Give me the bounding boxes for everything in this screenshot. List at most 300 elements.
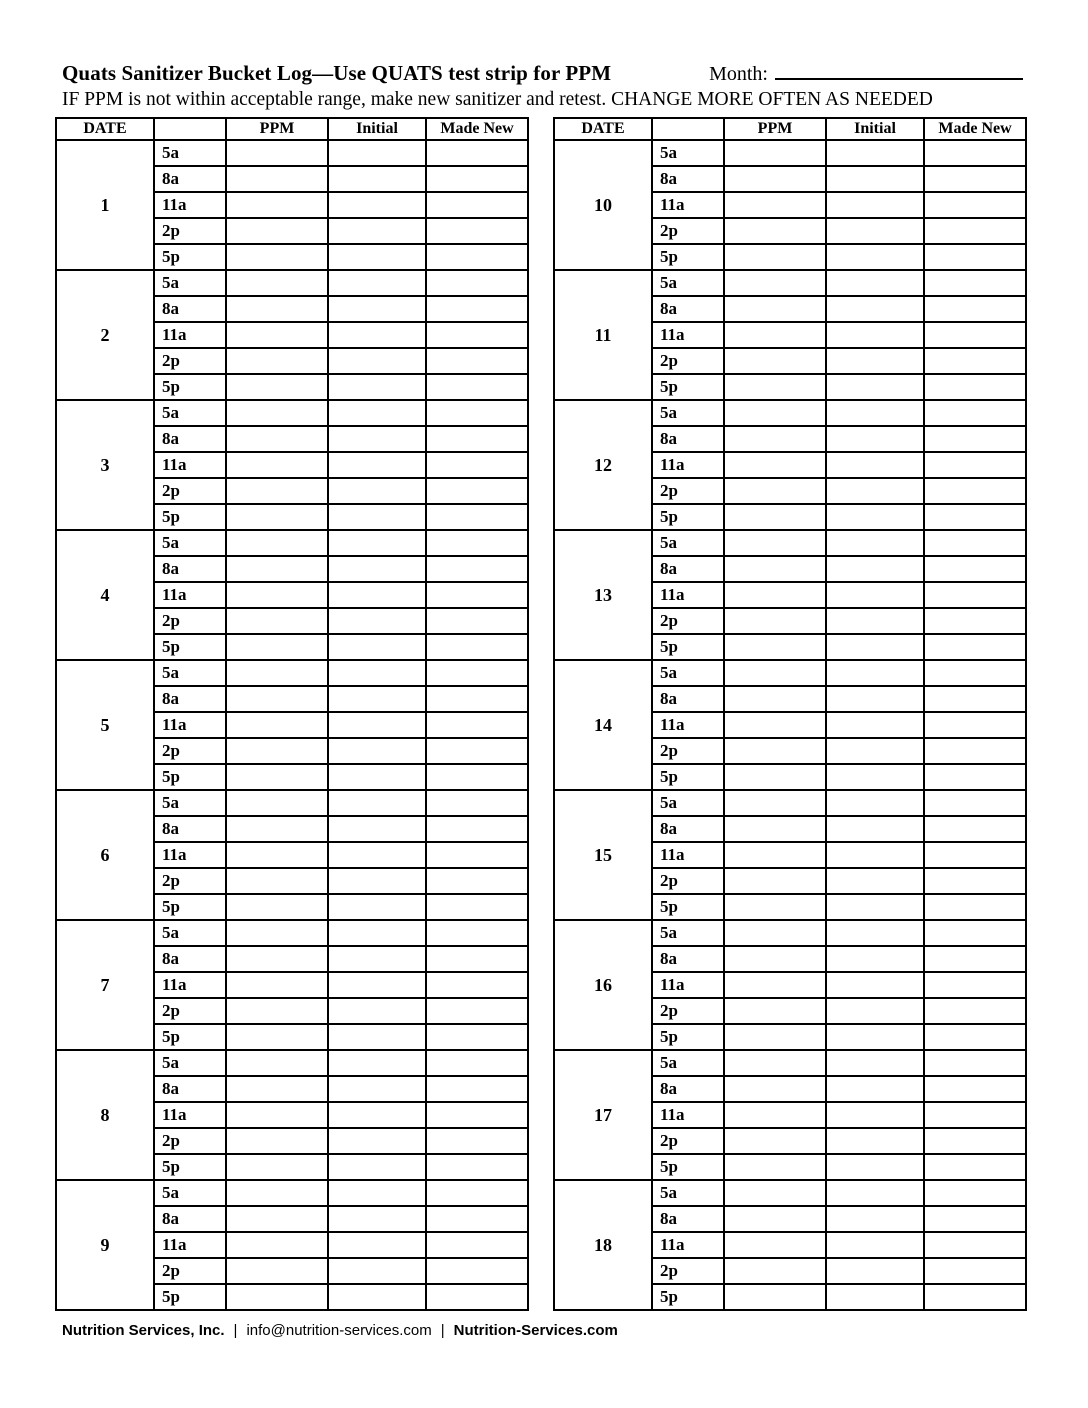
made-new-cell (426, 1206, 528, 1232)
time-cell: 5a (154, 660, 226, 686)
ppm-cell (724, 556, 826, 582)
time-cell: 2p (154, 218, 226, 244)
made-new-cell (426, 140, 528, 166)
made-new-cell (426, 1024, 528, 1050)
made-new-cell (426, 712, 528, 738)
time-cell: 2p (652, 868, 724, 894)
made-new-cell (426, 634, 528, 660)
ppm-cell (226, 738, 328, 764)
initial-cell (328, 296, 426, 322)
ppm-cell (724, 1102, 826, 1128)
made-new-cell (924, 790, 1026, 816)
made-new-cell (426, 218, 528, 244)
ppm-cell (226, 998, 328, 1024)
ppm-cell (226, 166, 328, 192)
initial-cell (328, 218, 426, 244)
made-new-cell (426, 842, 528, 868)
made-new-cell (426, 504, 528, 530)
initial-cell (826, 270, 924, 296)
time-cell: 11a (652, 1232, 724, 1258)
ppm-cell (226, 140, 328, 166)
time-cell: 8a (154, 686, 226, 712)
initial-cell (826, 1284, 924, 1310)
initial-cell (328, 686, 426, 712)
time-cell: 11a (652, 192, 724, 218)
initial-cell (826, 322, 924, 348)
ppm-cell (724, 894, 826, 920)
initial-cell (328, 842, 426, 868)
made-new-cell (924, 244, 1026, 270)
made-new-cell (426, 192, 528, 218)
initial-cell (826, 452, 924, 478)
made-new-cell (924, 1076, 1026, 1102)
time-cell: 5p (652, 374, 724, 400)
ppm-cell (226, 1258, 328, 1284)
time-cell: 11a (652, 972, 724, 998)
time-cell: 5a (154, 400, 226, 426)
ppm-cell (724, 764, 826, 790)
time-cell: 5a (154, 270, 226, 296)
made-new-cell (924, 374, 1026, 400)
initial-header: Initial (328, 118, 426, 140)
initial-cell (826, 348, 924, 374)
time-cell: 5p (652, 504, 724, 530)
time-cell: 11a (154, 1232, 226, 1258)
time-cell: 11a (154, 842, 226, 868)
made-new-cell (924, 1284, 1026, 1310)
ppm-cell (724, 946, 826, 972)
made-new-cell (924, 686, 1026, 712)
ppm-cell (724, 218, 826, 244)
time-cell: 5p (652, 1284, 724, 1310)
ppm-cell (226, 634, 328, 660)
time-cell: 2p (154, 608, 226, 634)
initial-cell (328, 478, 426, 504)
initial-cell (328, 582, 426, 608)
time-cell: 5a (154, 790, 226, 816)
time-cell: 5p (154, 374, 226, 400)
initial-cell (328, 1232, 426, 1258)
ppm-cell (724, 426, 826, 452)
ppm-cell (724, 660, 826, 686)
log-table-left (55, 117, 529, 1311)
ppm-cell (724, 374, 826, 400)
made-new-cell (426, 790, 528, 816)
ppm-cell (226, 1102, 328, 1128)
made-new-cell (924, 296, 1026, 322)
initial-cell (328, 322, 426, 348)
made-new-cell (426, 972, 528, 998)
footer-website: Nutrition-Services.com (453, 1322, 618, 1339)
ppm-cell (226, 1206, 328, 1232)
initial-cell (826, 218, 924, 244)
time-cell: 11a (154, 582, 226, 608)
ppm-cell (724, 400, 826, 426)
initial-header: Initial (826, 118, 924, 140)
date-cell: 5 (56, 660, 154, 790)
initial-cell (328, 972, 426, 998)
made-new-cell (426, 426, 528, 452)
document-header (62, 58, 1023, 111)
made-new-cell (924, 712, 1026, 738)
ppm-cell (724, 322, 826, 348)
ppm-cell (226, 764, 328, 790)
time-cell: 5p (652, 244, 724, 270)
ppm-cell (226, 894, 328, 920)
ppm-cell (226, 868, 328, 894)
date-cell: 7 (56, 920, 154, 1050)
time-cell: 2p (652, 1258, 724, 1284)
ppm-cell (724, 582, 826, 608)
made-new-cell (426, 660, 528, 686)
ppm-cell (226, 1232, 328, 1258)
ppm-cell (724, 270, 826, 296)
time-cell: 5p (154, 1024, 226, 1050)
initial-cell (328, 816, 426, 842)
made-new-cell (426, 894, 528, 920)
initial-cell (826, 946, 924, 972)
made-new-cell (426, 608, 528, 634)
ppm-cell (724, 1076, 826, 1102)
ppm-cell (724, 478, 826, 504)
time-cell: 5a (652, 920, 724, 946)
made-new-cell (924, 946, 1026, 972)
made-new-cell (924, 1206, 1026, 1232)
initial-cell (328, 426, 426, 452)
time-cell: 8a (652, 166, 724, 192)
ppm-cell (226, 972, 328, 998)
time-cell: 8a (652, 816, 724, 842)
ppm-cell (226, 530, 328, 556)
initial-cell (328, 790, 426, 816)
made-new-cell (924, 166, 1026, 192)
time-cell: 8a (652, 686, 724, 712)
initial-cell (826, 712, 924, 738)
ppm-cell (724, 244, 826, 270)
ppm-cell (226, 218, 328, 244)
date-cell: 11 (554, 270, 652, 400)
time-cell: 5a (652, 270, 724, 296)
ppm-cell (226, 686, 328, 712)
time-cell: 5a (652, 790, 724, 816)
time-cell: 5a (154, 530, 226, 556)
made-new-header: Made New (426, 118, 528, 140)
time-cell: 11a (154, 712, 226, 738)
made-new-cell (426, 400, 528, 426)
time-cell: 5a (652, 1180, 724, 1206)
date-cell: 12 (554, 400, 652, 530)
initial-cell (328, 1076, 426, 1102)
time-cell: 5a (154, 1050, 226, 1076)
initial-cell (328, 712, 426, 738)
ppm-header: PPM (226, 118, 328, 140)
ppm-cell (724, 998, 826, 1024)
time-cell: 2p (154, 1128, 226, 1154)
date-header: DATE (554, 118, 652, 140)
time-cell: 8a (652, 426, 724, 452)
date-cell: 17 (554, 1050, 652, 1180)
time-cell: 2p (154, 348, 226, 374)
made-new-cell (426, 556, 528, 582)
ppm-cell (724, 1180, 826, 1206)
time-cell: 2p (154, 998, 226, 1024)
log-row (554, 1050, 1026, 1076)
initial-cell (826, 530, 924, 556)
initial-cell (328, 1050, 426, 1076)
ppm-cell (724, 1284, 826, 1310)
made-new-cell (426, 1180, 528, 1206)
time-cell: 2p (652, 608, 724, 634)
log-row (554, 140, 1026, 166)
time-cell: 2p (652, 738, 724, 764)
initial-cell (826, 166, 924, 192)
ppm-cell (724, 920, 826, 946)
initial-cell (328, 608, 426, 634)
made-new-cell (924, 426, 1026, 452)
ppm-cell (724, 1024, 826, 1050)
date-cell: 4 (56, 530, 154, 660)
date-cell: 2 (56, 270, 154, 400)
initial-cell (826, 426, 924, 452)
time-cell: 8a (154, 166, 226, 192)
ppm-cell (724, 634, 826, 660)
time-cell: 5a (154, 920, 226, 946)
made-new-header: Made New (924, 118, 1026, 140)
ppm-cell (226, 504, 328, 530)
time-cell: 11a (652, 1102, 724, 1128)
ppm-cell (724, 504, 826, 530)
ppm-cell (226, 426, 328, 452)
date-cell: 1 (56, 140, 154, 270)
time-cell: 5a (652, 530, 724, 556)
initial-cell (328, 192, 426, 218)
made-new-cell (924, 1050, 1026, 1076)
time-cell: 8a (154, 946, 226, 972)
time-cell: 5a (652, 660, 724, 686)
made-new-cell (924, 348, 1026, 374)
time-cell: 5p (652, 894, 724, 920)
initial-cell (826, 972, 924, 998)
ppm-cell (226, 816, 328, 842)
initial-cell (328, 556, 426, 582)
time-cell: 8a (154, 296, 226, 322)
date-cell: 14 (554, 660, 652, 790)
ppm-cell (226, 478, 328, 504)
initial-cell (826, 1050, 924, 1076)
log-row (554, 530, 1026, 556)
made-new-cell (924, 1232, 1026, 1258)
initial-cell (826, 140, 924, 166)
initial-cell (328, 1128, 426, 1154)
made-new-cell (426, 1258, 528, 1284)
initial-cell (826, 400, 924, 426)
initial-cell (826, 478, 924, 504)
made-new-cell (426, 478, 528, 504)
ppm-cell (724, 1050, 826, 1076)
initial-cell (826, 790, 924, 816)
made-new-cell (426, 998, 528, 1024)
made-new-cell (924, 504, 1026, 530)
made-new-cell (426, 322, 528, 348)
made-new-cell (924, 556, 1026, 582)
month-underline (775, 58, 1023, 80)
time-cell: 8a (652, 556, 724, 582)
log-row (554, 790, 1026, 816)
ppm-cell (226, 842, 328, 868)
ppm-cell (226, 322, 328, 348)
date-cell: 10 (554, 140, 652, 270)
ppm-cell (226, 1128, 328, 1154)
time-cell: 11a (154, 452, 226, 478)
ppm-cell (226, 192, 328, 218)
time-cell: 11a (652, 582, 724, 608)
footer-separator: | (440, 1322, 445, 1339)
date-cell: 8 (56, 1050, 154, 1180)
initial-cell (826, 1154, 924, 1180)
footer-company: Nutrition Services, Inc. (62, 1322, 225, 1339)
time-cell: 11a (154, 322, 226, 348)
footer-email: info@nutrition-services.com (246, 1322, 432, 1339)
time-cell: 2p (154, 738, 226, 764)
made-new-cell (426, 946, 528, 972)
initial-cell (328, 764, 426, 790)
initial-cell (826, 738, 924, 764)
initial-cell (826, 192, 924, 218)
time-cell: 2p (652, 218, 724, 244)
initial-cell (826, 374, 924, 400)
initial-cell (826, 296, 924, 322)
initial-cell (328, 1258, 426, 1284)
time-cell: 8a (652, 946, 724, 972)
date-cell: 6 (56, 790, 154, 920)
initial-cell (328, 270, 426, 296)
made-new-cell (924, 478, 1026, 504)
ppm-cell (226, 556, 328, 582)
made-new-cell (924, 1154, 1026, 1180)
made-new-cell (924, 816, 1026, 842)
initial-cell (328, 1180, 426, 1206)
made-new-cell (924, 192, 1026, 218)
time-cell: 5p (154, 1284, 226, 1310)
made-new-cell (924, 452, 1026, 478)
initial-cell (328, 1284, 426, 1310)
ppm-cell (724, 608, 826, 634)
footer-separator: | (233, 1322, 238, 1339)
time-cell: 2p (154, 868, 226, 894)
made-new-cell (426, 1232, 528, 1258)
initial-cell (826, 1232, 924, 1258)
made-new-cell (426, 1128, 528, 1154)
time-cell: 2p (652, 1128, 724, 1154)
made-new-cell (924, 582, 1026, 608)
made-new-cell (426, 452, 528, 478)
ppm-cell (724, 1258, 826, 1284)
log-row (554, 400, 1026, 426)
time-cell: 11a (154, 1102, 226, 1128)
time-cell: 8a (154, 1076, 226, 1102)
log-row (554, 660, 1026, 686)
made-new-cell (924, 868, 1026, 894)
initial-cell (826, 1180, 924, 1206)
made-new-cell (924, 842, 1026, 868)
made-new-cell (924, 972, 1026, 998)
initial-cell (328, 998, 426, 1024)
made-new-cell (426, 1154, 528, 1180)
initial-cell (826, 1024, 924, 1050)
made-new-cell (426, 920, 528, 946)
page-title: Quats Sanitizer Bucket Log—Use QUATS test strip for PPM (62, 61, 612, 85)
time-cell: 2p (652, 478, 724, 504)
ppm-cell (226, 1180, 328, 1206)
header-row (554, 118, 1026, 140)
log-row (56, 530, 528, 556)
initial-cell (826, 556, 924, 582)
log-tables (55, 117, 1027, 1311)
made-new-cell (426, 296, 528, 322)
initial-cell (328, 1154, 426, 1180)
log-row (56, 660, 528, 686)
time-cell: 11a (652, 842, 724, 868)
ppm-cell (724, 790, 826, 816)
made-new-cell (426, 738, 528, 764)
ppm-cell (724, 530, 826, 556)
ppm-cell (724, 1128, 826, 1154)
ppm-cell (226, 660, 328, 686)
date-cell: 15 (554, 790, 652, 920)
time-cell: 5a (652, 400, 724, 426)
made-new-cell (924, 894, 1026, 920)
ppm-header: PPM (724, 118, 826, 140)
initial-cell (826, 894, 924, 920)
title-row (62, 58, 1023, 86)
initial-cell (328, 530, 426, 556)
ppm-cell (724, 712, 826, 738)
initial-cell (826, 1258, 924, 1284)
ppm-cell (226, 452, 328, 478)
time-header (154, 118, 226, 140)
ppm-cell (226, 608, 328, 634)
log-table-right (553, 117, 1027, 1311)
time-cell: 5p (652, 764, 724, 790)
made-new-cell (426, 1050, 528, 1076)
date-cell: 3 (56, 400, 154, 530)
log-row (56, 270, 528, 296)
made-new-cell (924, 218, 1026, 244)
log-row (554, 1180, 1026, 1206)
log-row (56, 1050, 528, 1076)
time-cell: 11a (652, 712, 724, 738)
made-new-cell (426, 868, 528, 894)
ppm-cell (226, 374, 328, 400)
ppm-cell (226, 296, 328, 322)
initial-cell (826, 244, 924, 270)
initial-cell (328, 244, 426, 270)
ppm-cell (226, 1024, 328, 1050)
initial-cell (328, 738, 426, 764)
time-cell: 5p (154, 244, 226, 270)
initial-cell (328, 400, 426, 426)
ppm-cell (724, 140, 826, 166)
ppm-cell (724, 1206, 826, 1232)
made-new-cell (426, 530, 528, 556)
instruction-text: IF PPM is not within acceptable range, make new sanitizer and retest. CHANGE MORE OFTEN AS NEEDED (62, 89, 933, 110)
made-new-cell (426, 244, 528, 270)
made-new-cell (426, 1076, 528, 1102)
time-cell: 5p (154, 634, 226, 660)
initial-cell (826, 608, 924, 634)
log-row (56, 1180, 528, 1206)
ppm-cell (724, 868, 826, 894)
